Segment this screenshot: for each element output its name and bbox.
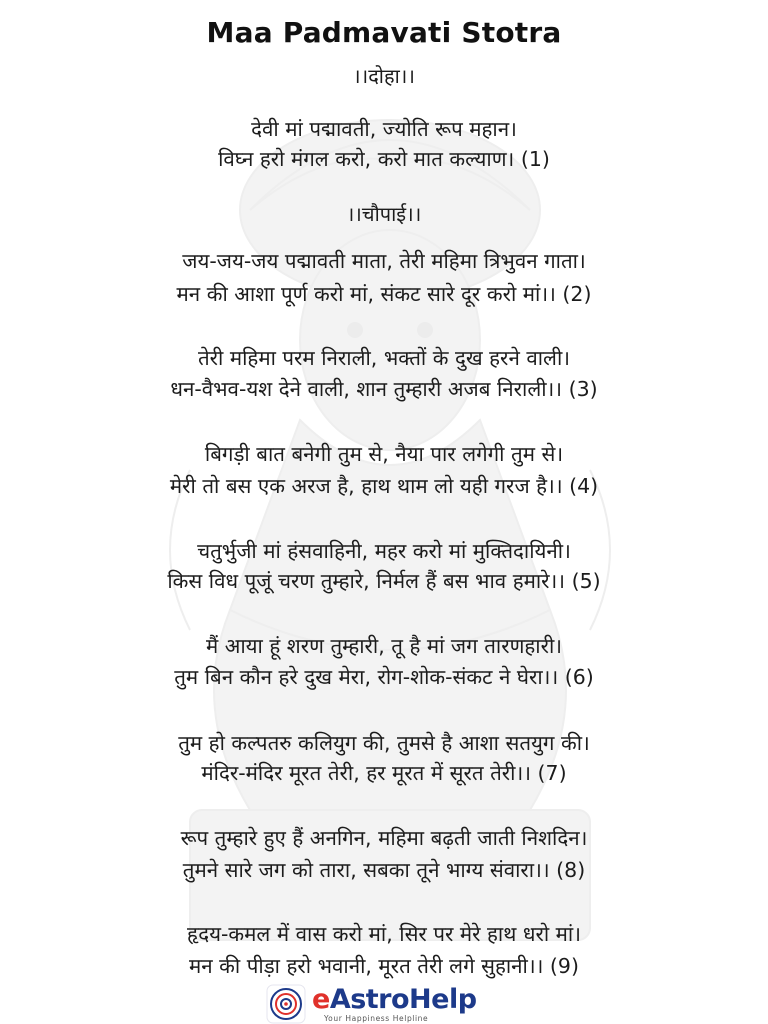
logo-tagline: Your Happiness Helpline: [324, 1014, 429, 1023]
verse-6-line-1: मैं आया हूं शरण तुम्हारी, तू है मां जग तारणहारी।: [205, 634, 563, 658]
orbit-logo-icon: [266, 984, 306, 1024]
verse-6-line-2: तुम बिन कौन हरे दुख मेरा, रोग-शोक-संकट ने घेरा।। (6): [174, 665, 594, 689]
verse-8-line-2: तुमने सारे जग को तारा, सबका तूने भाग्य संवारा।। (8): [182, 858, 586, 882]
verse-3-line-2: धन-वैभव-यश देने वाली, शान तुम्हारी अजब निराली।। (3): [170, 377, 598, 401]
logo-e: e: [312, 984, 330, 1015]
doha-line-2: विघ्न हरो मंगल करो, करो मात कल्याण। (1): [218, 147, 550, 171]
verse-7-line-1: तुम हो कल्पतरु कलियुग की, तुमसे है आशा सतयुग की।: [178, 731, 590, 755]
verse-5-line-2: किस विध पूजूं चरण तुम्हारे, निर्मल हैं बस भाव हमारे।। (5): [167, 569, 601, 593]
verse-8-line-1: रूप तुम्हारे हुए हैं अनगिन, महिमा बढ़ती जाती निशदिन।: [180, 826, 588, 850]
verse-5-line-1: चतुर्भुजी मां हंसवाहिनी, महर करो मां मुक्तिदायिनी।: [197, 539, 571, 563]
verse-4-line-2: मेरी तो बस एक अरज है, हाथ थाम लो यही गरज है।। (4): [169, 474, 599, 498]
verse-3-line-1: तेरी महिमा परम निराली, भक्तों के दुख हरने वाली।: [197, 346, 571, 370]
verse-7-line-2: मंदिर-मंदिर मूरत तेरी, हर मूरत में सूरत तेरी।। (7): [201, 761, 567, 785]
chaupai-heading: ।।चौपाई।।: [346, 202, 422, 226]
logo-brand: AstroHelp: [329, 984, 477, 1015]
verse-9-line-2: मन की पीड़ा हरो भवानी, मूरत तेरी लगे सुहानी।। (9): [189, 954, 579, 978]
logo-wordmark: [312, 984, 477, 1015]
doha-heading: ।।दोहा।।: [353, 64, 415, 88]
verse-4-line-1: बिगड़ी बात बनेगी तुम से, नैया पार लगेगी तुम से।: [204, 442, 564, 466]
verse-2-line-2: मन की आशा पूर्ण करो मां, संकट सारे दूर करो मां।। (2): [176, 282, 592, 306]
page-title: Maa Padmavati Stotra: [206, 16, 562, 49]
doha-line-1: देवी मां पद्मावती, ज्योति रूप महान।: [251, 117, 517, 141]
verse-2-line-1: जय-जय-जय पद्मावती माता, तेरी महिमा त्रिभुवन गाता।: [182, 249, 586, 273]
verse-9-line-1: हृदय-कमल में वास करो मां, सिर पर मेरे हाथ धरो मां।: [186, 922, 582, 946]
eastrohelp-logo: [266, 984, 506, 1024]
